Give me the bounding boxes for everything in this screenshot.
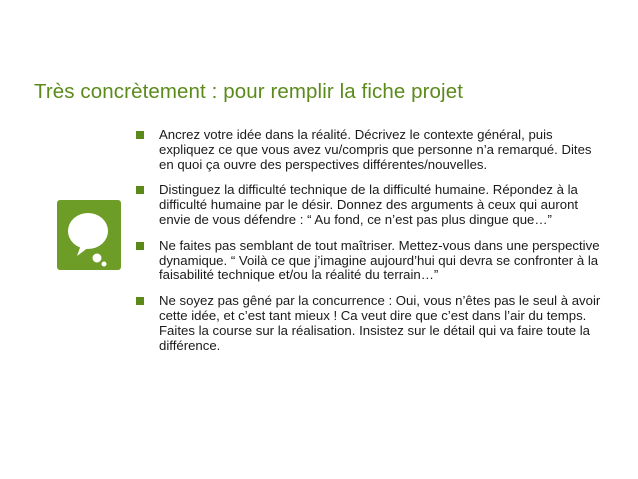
bullet-square-icon — [136, 242, 144, 250]
bullet-item — [133, 294, 603, 353]
bullet-text: Ancrez votre idée dans la réalité. Décrivez le contexte général, puis expliquez ce que vous avez vu/compris que personne n’a remarqué. Dites en quoi ça ouvre des perspectives différentes/nouvelles. — [159, 127, 592, 172]
speech-bubble-question-icon — [57, 200, 121, 270]
bullet-item — [133, 183, 603, 227]
bullet-item — [133, 239, 603, 283]
bullet-list — [133, 128, 603, 364]
bullet-text: Ne faites pas semblant de tout maîtriser. Mettez-vous dans une perspective dynamique. “ Voilà ce que j’imagine aujourd’hui qui devra se confronter à la faisabilité technique et/ou la réalité du terrain…” — [159, 237, 600, 283]
bullet-item — [133, 128, 603, 172]
bullet-square-icon — [136, 186, 144, 194]
bullet-square-icon — [136, 131, 144, 139]
slide-title: Très concrètement : pour remplir la fiche projet — [34, 80, 464, 103]
bullet-text: Ne soyez pas gêné par la concurrence : Oui, vous n’êtes pas le seul à avoir cette idée, et c’est tant mieux ! Ca veut dire que c’est dans l’air du temps. Faites la course sur la réalisation. Insistez sur le détail qui va faire toute la différence. — [159, 293, 601, 353]
bullet-text: Distinguez la difficulté technique de la difficulté humaine. Répondez à la difficulté humaine par le désir. Donnez des arguments à ceux qui auront envie de vous défendre : “ Au fond, ce n’est pas plus dingue que…” — [159, 182, 579, 227]
bullet-square-icon — [136, 297, 144, 305]
